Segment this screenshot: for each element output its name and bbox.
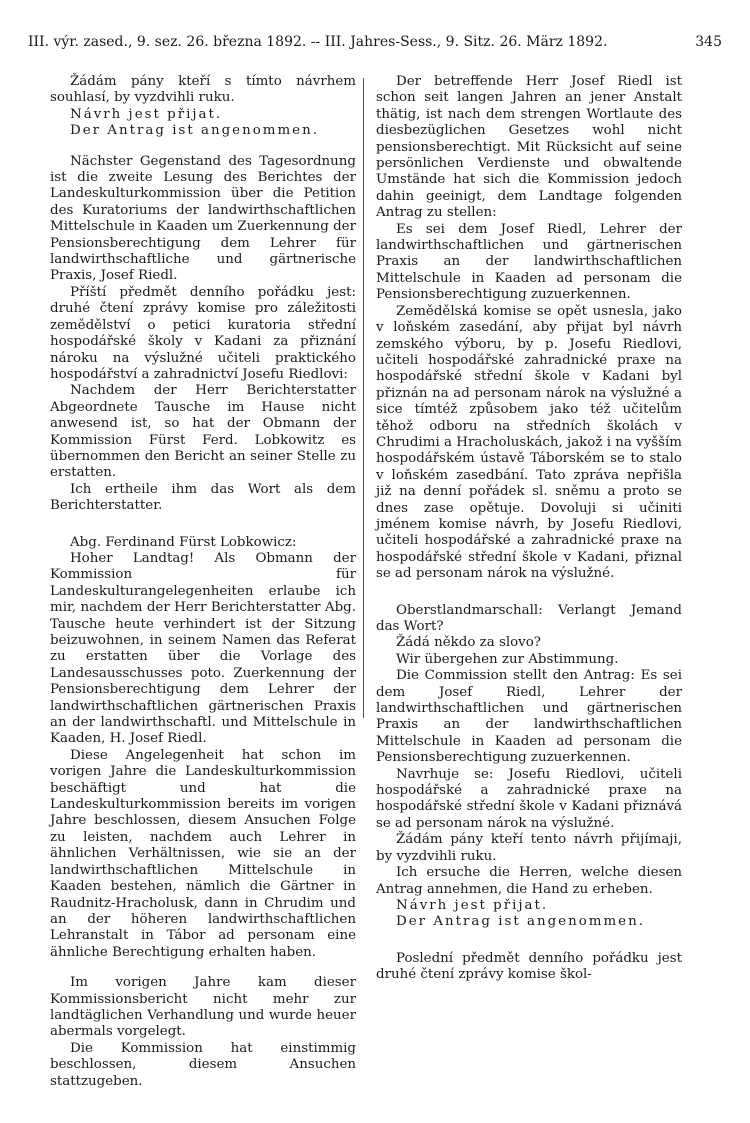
paragraph: Wir übergehen zur Abstimmung. bbox=[396, 651, 619, 667]
speaker-name: Abg. Ferdinand Fürst Lobkowicz: bbox=[70, 534, 297, 550]
column-divider bbox=[363, 78, 364, 718]
paragraph: Die Commission stellt den Antrag: Es sei dem Josef Riedl, Lehrer der landwirthschaftlichen und gärtnerischen Praxis an der landwirthschaftlichen Mittelschule in Kaaden ad personam die Pensionsberechtigung zuzuerkennen. bbox=[376, 668, 682, 766]
paragraph: Ich ersuche die Herren, welche diesen Antrag annehmen, die Hand zu erheben. bbox=[376, 865, 682, 897]
paragraph: Nachdem der Herr Berichterstatter Abgeordnete Tausche im Hause nicht anwesend ist, so hat der Obmann der Kommission Fürst Ferd. Lobkowitz es übernommen den Bericht an seiner Stelle zu erstatten. bbox=[50, 383, 356, 481]
paragraph: Hoher Landtag! Als Obmann der Kommission für Landeskulturangelegenheiten erlaube ich mir, nachdem der Herr Berichterstatter Abg. Tausche heute verhindert ist der Sitzung beizuwohnen, in seinem Namen das Referat zu erstatten über die Vorlage des Landesausschusses poto. Zuerkennung der Pensionsberechtigung dem Lehrer der landwirthschaftlichen gärtnerischen Praxis an der landwirthschaftl. und Mittelschule in Kaaden, H. Josef Riedl. bbox=[50, 550, 356, 747]
paragraph: Der Antrag ist angenommen. bbox=[70, 123, 319, 139]
paragraph: Žádám pány kteří s tímto návrhem souhlasí, by vyzdvihli ruku. bbox=[50, 74, 356, 106]
paragraph: Der betreffende Herr Josef Riedl ist schon seit langen Jahren an jener Anstalt thätig, ist nach dem strengen Wortlaute des diesbezüglichen Gesetzes wohl nicht pensionsberechtigt. Mit Rücksicht auf seine persönlichen Verdienste und obwaltende Umstände hat sich die Kommission jedoch dahin geeinigt, dem Landtage folgenden Antrag zu stellen: bbox=[376, 74, 682, 221]
header-title: III. výr. zased., 9. sez. 26. března 1892. -- III. Jahres-Sess., 9. Sitz. 26. März 1892. bbox=[28, 34, 608, 50]
paragraph: Žádám pány kteří tento návrh přijímaji, by vyzdvihli ruku. bbox=[376, 832, 682, 864]
paragraph: Es sei dem Josef Riedl, Lehrer der landwirthschaftlichen und gärtnerischen Praxis an der landwirthschaftlichen Mittelschule in Kaaden ad personam die Pensionsberechtigung zuzuerkennen. bbox=[376, 221, 682, 303]
paragraph: Návrh jest přijat. bbox=[70, 106, 223, 122]
paragraph: Ich ertheile ihm das Wort als dem Berichterstatter. bbox=[50, 481, 356, 514]
paragraph: Diese Angelegenheit hat schon im vorigen Jahre die Landeskulturkommission beschäftigt und hat die Landeskulturkommission bereits im vorigen Jahre beschlossen, diesem Ansuchen Folge zu leisten, nachdem auch Lehrer in ähnlichen Verhältnissen, wie sie an der landwirthschaftlichen Mittelschule in Kaaden bestehen, nämlich die Gärtner in Raudnitz-Hracholusk, dann in Chrudim und an der höheren landwirthschaftlichen Lehranstalt in Tábor ad personam eine ähnliche Berechtigung erhalten haben. bbox=[50, 747, 356, 960]
paragraph: Zemědělská komise se opět usnesla, jako v loňském zasedání, aby přijat byl návrh zemského výboru, by p. Josefu Riedlovi, učiteli hospodářské zahradnické praxe na hospodářské střední škole v Kadani byl přiznán na ad personam nárok na výslužné a sice tímtéž způsobem jako též učitelům těhož odboru na středních školách v Chrudimi a Hracholuskách, jakož i na vyšším hospodářském ústavě Táborském se to stalo v loňském zasedbání. Tato zpráva nepřišla již na denní pořádek sl. sněmu a proto se dnes zase opětuje. Dovoluji si učiniti jménem komise návrh, by Josefu Riedlovi, učiteli hospodářské a zahradnické praxe na hospodářské střední škole v Kadani, přiznal se ad personam nárok na výslužné. bbox=[376, 303, 682, 582]
paragraph: Der Antrag ist angenommen. bbox=[396, 914, 645, 930]
paragraph: Im vorigen Jahre kam dieser Kommissionsbericht nicht mehr zur landtäglichen Verhandlung und wurde heuer abermals vorgelegt. bbox=[50, 975, 356, 1040]
paragraph: Návrh jest přijat. bbox=[396, 897, 549, 913]
paragraph: Příští předmět denního pořádku jest: druhé čtení zprávy komise pro záležitosti zemědělství o petici kuratoria střední hospodářské školy v Kadani za přiznání nároku na výslužné učiteli praktického hospodářství a zahradnictví Josefu Riedlovi: bbox=[50, 284, 356, 382]
paragraph: Poslední předmět denního pořádku jest druhé čtení zprávy komise škol- bbox=[376, 950, 682, 983]
right-column bbox=[376, 74, 682, 984]
paragraph: Žádá někdo za slovo? bbox=[396, 635, 541, 651]
paragraph: Nächster Gegenstand des Tagesordnung ist die zweite Lesung des Berichtes der Landeskulturkommission über die Petition des Kuratoriums der landwirthschaftlichen Mittelschule in Kaaden um Zuerkennung der Pensionsberechtigung dem Lehrer für landwirthschaftliche und gärtnerische Praxis, Josef Riedl. bbox=[50, 153, 356, 284]
speaker-paragraph: Oberstlandmarschall: Verlangt Jemand das Wort? bbox=[376, 602, 682, 634]
running-header bbox=[28, 34, 722, 56]
page-number: 345 bbox=[695, 34, 722, 50]
left-column bbox=[50, 74, 356, 1090]
paragraph: Die Kommission hat einstimmig beschlossen, diesem Ansuchen stattzugeben. bbox=[50, 1040, 356, 1089]
paragraph: Navrhuje se: Josefu Riedlovi, učiteli hospodářské a zahradnické praxe na hospodářské střední škole v Kadani přiznává se ad personam nárok na výslužné. bbox=[376, 766, 682, 831]
